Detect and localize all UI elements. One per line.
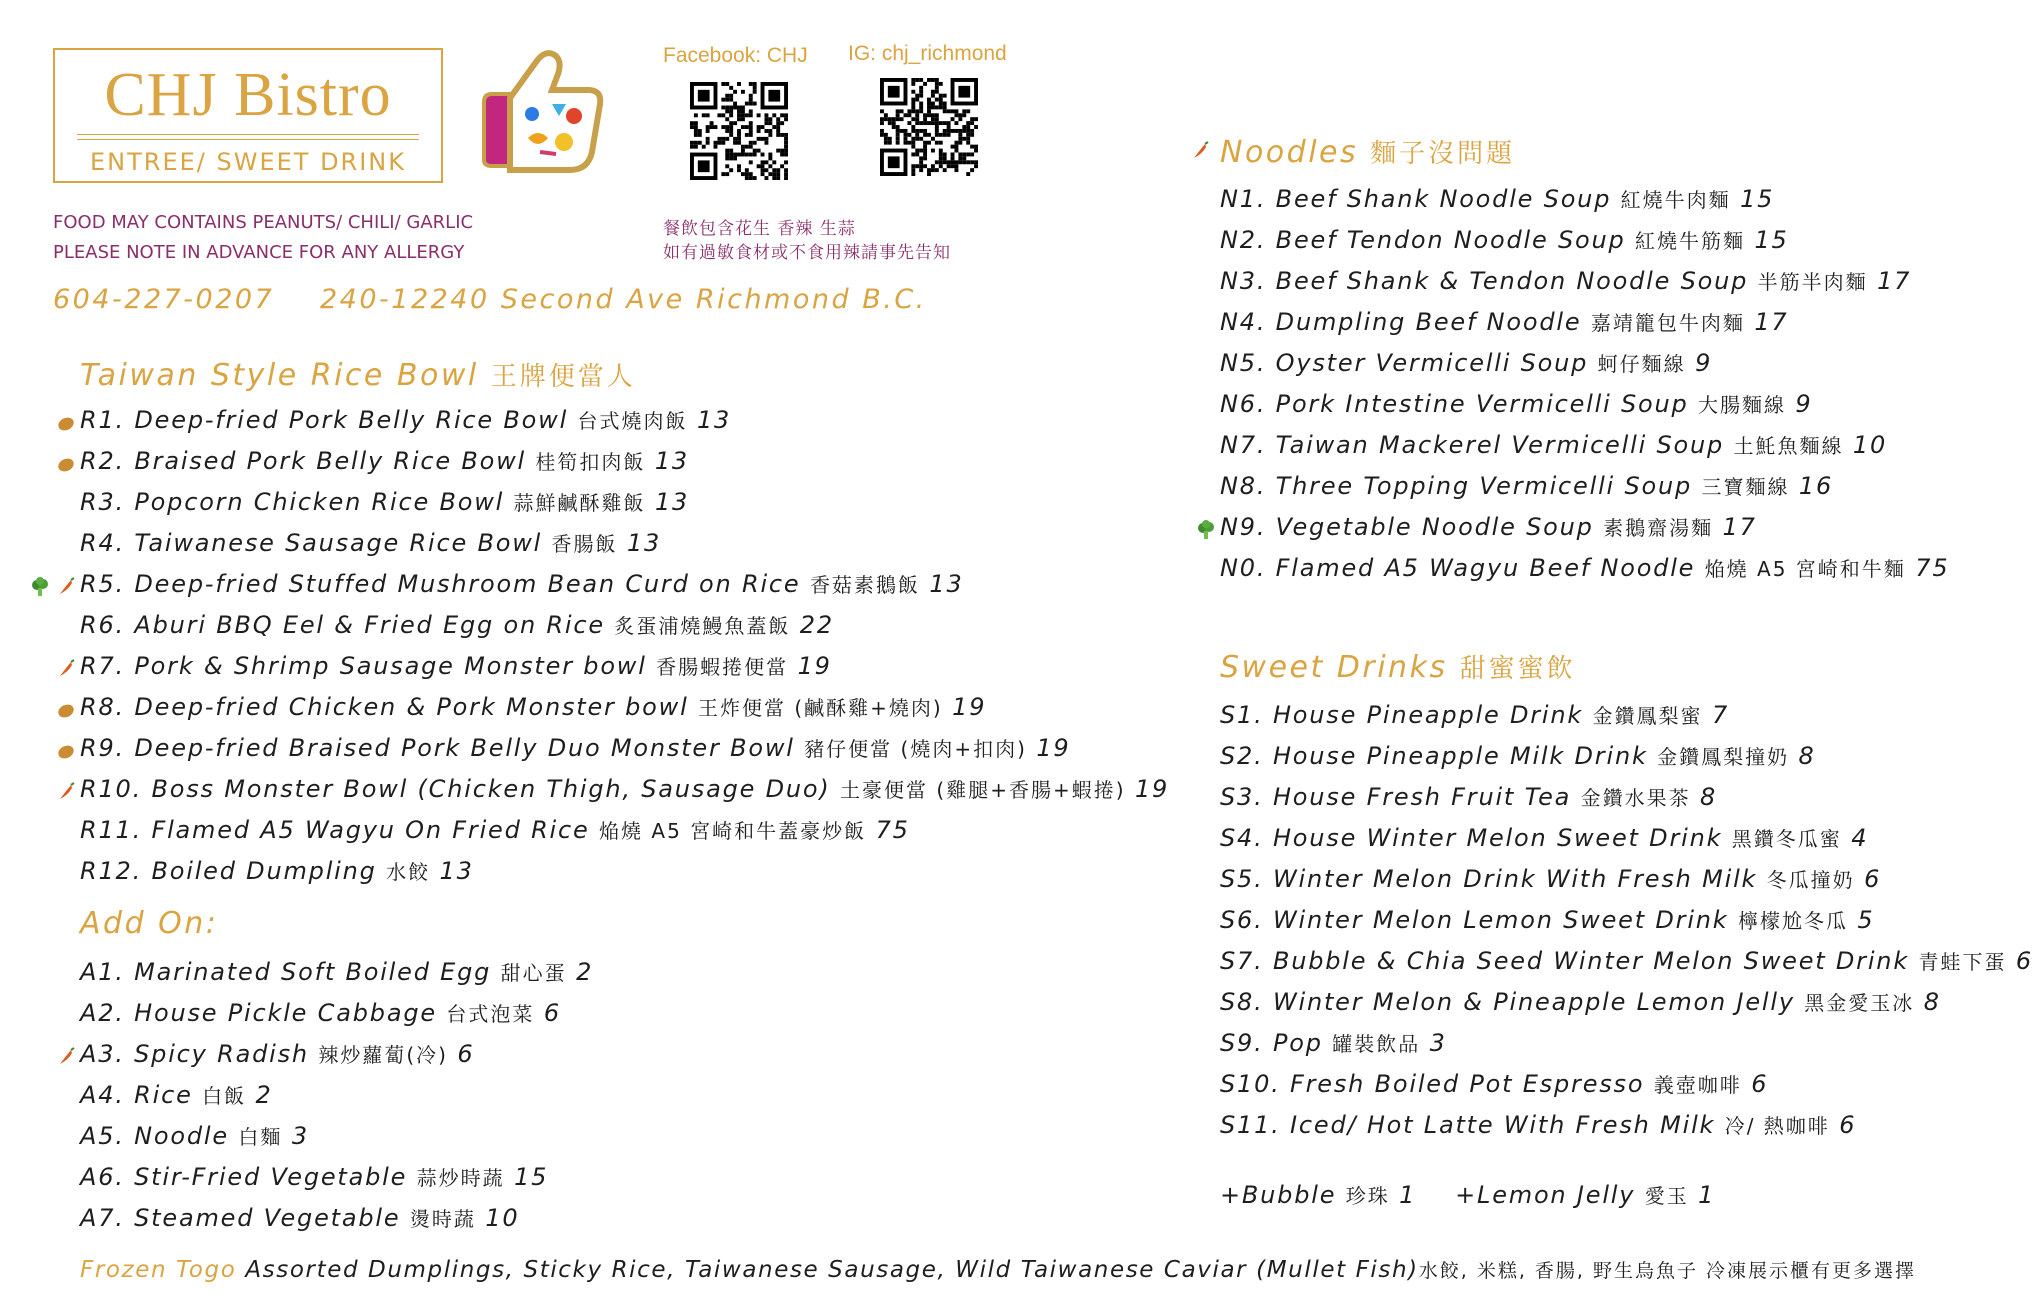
menu-item-name: R7. Pork & Shrimp Sausage Monster bowl [80, 652, 647, 680]
menu-item-price: 19 [1036, 734, 1071, 762]
menu-item-name: A6. Stir-Fried Vegetable [80, 1163, 408, 1191]
noodles-title-en: Noodles [1220, 135, 1359, 170]
menu-item [80, 733, 1071, 762]
menu-item-price: 16 [1798, 472, 1834, 500]
chili-icon [1190, 141, 1210, 161]
frozen-togo-line [80, 1256, 1916, 1283]
menu-item-name: N1. Beef Shank Noodle Soup [1220, 185, 1612, 213]
menu-item-name-zh: 土魠魚麵線 [1733, 434, 1844, 458]
menu-item [1220, 184, 1774, 213]
menu-item [80, 651, 832, 680]
menu-item-name-zh: 金鑽鳳梨撞奶 [1657, 745, 1790, 769]
menu-item-name: R9. Deep-fried Braised Pork Belly Duo Monster Bowl [80, 734, 795, 762]
menu-item-price: 9 [1695, 349, 1713, 377]
menu-item-name-zh: 台式燒肉飯 [577, 409, 688, 433]
menu-item [1220, 430, 1887, 459]
logo-title: CHJ Bistro [104, 61, 392, 129]
menu-item-name: S5. Winter Melon Drink With Fresh Milk [1220, 865, 1758, 893]
menu-item-name-zh: 金鑽鳳梨蜜 [1592, 704, 1703, 728]
menu-item-name-zh: 檸檬尬冬瓜 [1737, 909, 1848, 933]
menu-item-name-zh: 黑鑽冬瓜蜜 [1731, 827, 1842, 851]
menu-item-name-zh: 水餃 [386, 860, 431, 884]
menu-item-name: A4. Rice [80, 1081, 193, 1109]
chili-icon [56, 577, 76, 597]
menu-item [1220, 1110, 1856, 1139]
menu-item-price: 19 [1134, 775, 1170, 803]
menu-item [1220, 864, 1881, 893]
menu-item-name: S6. Winter Melon Lemon Sweet Drink [1220, 906, 1729, 934]
menu-item [1220, 782, 1717, 811]
menu-item-name-zh: 黑金愛玉冰 [1804, 991, 1915, 1015]
menu-item-name: R2. Braised Pork Belly Rice Bowl [80, 447, 526, 475]
menu-item [1220, 946, 2033, 975]
menu-item-name-zh: 蒜炒時蔬 [416, 1166, 505, 1190]
menu-item-price: 13 [654, 488, 690, 516]
menu-item-name-zh: 桂筍扣肉飯 [535, 450, 646, 474]
menu-item-price: 9 [1795, 390, 1813, 418]
menu-item-price: 3 [1429, 1029, 1447, 1057]
logo-box [53, 48, 443, 183]
menu-item-name: N9. Vegetable Noodle Soup [1220, 513, 1594, 541]
broccoli-icon [1196, 520, 1216, 540]
menu-item-price: 6 [457, 1040, 475, 1068]
menu-item [80, 1039, 474, 1068]
menu-item [1220, 512, 1757, 541]
allergy-note-en-2: PLEASE NOTE IN ADVANCE FOR ANY ALLERGY [53, 242, 465, 263]
menu-item-name: S8. Winter Melon & Pineapple Lemon Jelly [1220, 988, 1795, 1016]
menu-item-name: R6. Aburi BBQ Eel & Fried Egg on Rice [80, 611, 605, 639]
menu-item [1220, 266, 1911, 295]
menu-item-name-zh: 香腸蝦捲便當 [656, 655, 789, 679]
menu-item-price: 13 [929, 570, 964, 598]
menu-item [1220, 905, 1874, 934]
menu-item-price: 10 [485, 1204, 520, 1232]
menu-item-name: R10. Boss Monster Bowl (Chicken Thigh, Sausage Duo) [80, 775, 831, 803]
facebook-qr-code[interactable] [690, 82, 788, 180]
menu-item-price: 13 [439, 857, 474, 885]
noodles-title-zh: 麵子沒問題 [1370, 139, 1516, 169]
menu-item [80, 487, 689, 516]
menu-item [80, 569, 964, 598]
rice-bowl-title-en: Taiwan Style Rice Bowl [80, 358, 479, 393]
menu-item-name: N4. Dumpling Beef Noodle [1220, 308, 1582, 336]
menu-item [80, 998, 561, 1027]
menu-item-name: A5. Noodle [80, 1122, 229, 1150]
menu-item-name: S1. House Pineapple Drink [1220, 701, 1584, 729]
menu-item [1220, 987, 1941, 1016]
menu-item-price: 5 [1857, 906, 1875, 934]
menu-item-name-zh: 焔燒 A5 宮崎和牛麵 [1704, 557, 1906, 581]
extra-bubble-price: 1 [1399, 1181, 1417, 1209]
sweet-drinks-title-zh: 甜蜜蜜飲 [1459, 654, 1576, 684]
menu-item-price: 15 [1754, 226, 1789, 254]
address: 240-12240 Second Ave Richmond B.C. [320, 284, 927, 315]
menu-item-price: 7 [1711, 701, 1730, 729]
menu-item-name: N3. Beef Shank & Tendon Noodle Soup [1220, 267, 1749, 295]
menu-item-price: 6 [543, 999, 561, 1027]
menu-item [80, 856, 474, 885]
menu-item-price: 8 [1700, 783, 1718, 811]
logo-rule-top [77, 134, 419, 135]
menu-item-name: S4. House Winter Melon Sweet Drink [1220, 824, 1723, 852]
menu-item-name-zh: 紅燒牛肉麵 [1620, 188, 1731, 212]
menu-item [80, 774, 1169, 803]
extra-lemon-jelly-zh: 愛玉 [1644, 1184, 1689, 1208]
menu-item-price: 6 [1864, 865, 1882, 893]
menu-item-name: R1. Deep-fried Pork Belly Rice Bowl [80, 406, 569, 434]
menu-item-name: R8. Deep-fried Chicken & Pork Monster bowl [80, 693, 689, 721]
allergy-note-en-1: FOOD MAY CONTAINS PEANUTS/ CHILI/ GARLIC [53, 212, 474, 233]
menu-item [80, 1121, 309, 1150]
menu-item-price: 2 [576, 958, 594, 986]
menu-item-price: 17 [1754, 308, 1789, 336]
menu-item-name: R12. Boiled Dumpling [80, 857, 377, 885]
menu-item-name-zh: 青蛙下蛋 [1918, 950, 2007, 974]
menu-item [1220, 307, 1788, 336]
menu-item [1220, 225, 1789, 254]
menu-item [1220, 553, 1949, 582]
menu-item-name-zh: 土豪便當 (雞腿+香腸+蝦捲) [840, 778, 1126, 802]
menu-item-name: A7. Steamed Vegetable [80, 1204, 401, 1232]
menu-item-price: 10 [1852, 431, 1888, 459]
peanut-icon [56, 741, 76, 761]
menu-item [1220, 471, 1833, 500]
frozen-togo-text-zh: 水餃, 米糕, 香腸, 野生烏魚子 冷凍展示櫃有更多選擇 [1418, 1260, 1917, 1282]
menu-item-name: S7. Bubble & Chia Seed Winter Melon Sweet Drink [1220, 947, 1910, 975]
menu-item-price: 13 [654, 447, 689, 475]
menu-item-price: 15 [1740, 185, 1775, 213]
menu-item-name-zh: 台式泡菜 [446, 1002, 535, 1026]
menu-item [80, 1162, 548, 1191]
menu-item-name: S2. House Pineapple Milk Drink [1220, 742, 1648, 770]
extra-bubble-label: +Bubble [1220, 1181, 1337, 1209]
logo-subtitle: ENTREE/ SWEET DRINK [89, 148, 406, 176]
menu-item-name-zh: 冬瓜撞奶 [1766, 868, 1855, 892]
menu-item [1220, 1028, 1447, 1057]
allergy-note-zh-2: 如有過敏食材或不食用辣請事先告知 [663, 243, 951, 263]
menu-item-price: 3 [291, 1122, 309, 1150]
menu-item-price: 6 [2015, 947, 2033, 975]
menu-item-name: R3. Popcorn Chicken Rice Bowl [80, 488, 505, 516]
menu-item-name: N6. Pork Intestine Vermicelli Soup [1220, 390, 1689, 418]
chili-icon [56, 782, 76, 802]
menu-item [1220, 823, 1868, 852]
menu-item-name: S9. Pop [1220, 1029, 1323, 1057]
menu-item-price: 17 [1877, 267, 1912, 295]
menu-item [80, 692, 986, 721]
menu-item-name: N8. Three Topping Vermicelli Soup [1220, 472, 1693, 500]
peanut-icon [56, 413, 76, 433]
menu-item-name-zh: 半筋半肉麵 [1757, 270, 1868, 294]
sweet-drinks-title-en: Sweet Drinks [1220, 650, 1448, 685]
menu-item-name: S10. Fresh Boiled Pot Espresso [1220, 1070, 1645, 1098]
menu-item [80, 1080, 273, 1109]
allergy-note-zh-1: 餐飲包含花生 香辣 生蒜 [663, 219, 856, 239]
drink-extras [1220, 1180, 1715, 1209]
menu-item-name: N0. Flamed A5 Wagyu Beef Noodle [1220, 554, 1696, 582]
menu-item-price: 8 [1923, 988, 1941, 1016]
menu-item-price: 17 [1722, 513, 1757, 541]
add-on-section-title: Add On: [80, 906, 219, 941]
menu-item-price: 75 [1915, 554, 1950, 582]
menu-item-name-zh: 白麵 [238, 1125, 283, 1149]
menu-item-name-zh: 焔燒 A5 宮崎和牛蓋豪炒飯 [599, 819, 867, 843]
thumbs-up-logo-icon [470, 42, 610, 182]
menu-item [80, 446, 689, 475]
menu-item [80, 1203, 519, 1232]
menu-item-name: A2. House Pickle Cabbage [80, 999, 437, 1027]
menu-item-name: N2. Beef Tendon Noodle Soup [1220, 226, 1626, 254]
menu-item-name-zh: 白飯 [202, 1084, 247, 1108]
menu-item-name: R5. Deep-fried Stuffed Mushroom Bean Curd on Rice [80, 570, 801, 598]
menu-item-name: A1. Marinated Soft Boiled Egg [80, 958, 492, 986]
menu-item-name-zh: 王炸便當 (鹹酥雞+燒肉) [697, 696, 943, 720]
menu-item [1220, 700, 1729, 729]
menu-item [1220, 1069, 1768, 1098]
menu-item-price: 13 [626, 529, 662, 557]
menu-item-name-zh: 素鵝齋湯麵 [1603, 516, 1714, 540]
menu-item-price: 19 [952, 693, 987, 721]
menu-item-name: N5. Oyster Vermicelli Soup [1220, 349, 1589, 377]
menu-item-price: 22 [799, 611, 834, 639]
logo-rule-bottom [77, 139, 419, 140]
menu-item [1220, 741, 1816, 770]
menu-item-name: R11. Flamed A5 Wagyu On Fried Rice [80, 816, 590, 844]
menu-item-price: 8 [1798, 742, 1816, 770]
frozen-togo-text-en: Assorted Dumplings, Sticky Rice, Taiwanese Sausage, Wild Taiwanese Caviar (Mullet Fish) [245, 1257, 1419, 1283]
facebook-label: Facebook: CHJ [663, 44, 808, 67]
instagram-label: IG: chj_richmond [848, 42, 1007, 65]
sweet-drinks-section-title [1220, 648, 1576, 685]
menu-item-name-zh: 嘉靖籠包牛肉麵 [1590, 311, 1745, 335]
menu-item-name-zh: 豬仔便當 (燒肉+扣肉) [804, 737, 1027, 761]
frozen-togo-label: Frozen Togo [80, 1257, 237, 1283]
extra-bubble-zh: 珍珠 [1345, 1184, 1390, 1208]
menu-item-name-zh: 香菇素鵝飯 [809, 573, 920, 597]
menu-item-price: 2 [255, 1081, 273, 1109]
menu-item-price: 4 [1851, 824, 1869, 852]
menu-item [1220, 348, 1712, 377]
menu-item-name-zh: 辣炒蘿蔔(冷) [318, 1043, 448, 1067]
menu-item-name-zh: 燙時蔬 [409, 1207, 476, 1231]
phone-number[interactable]: 604-227-0207 [53, 284, 275, 315]
menu-item [80, 957, 593, 986]
menu-item-name-zh: 紅燒牛筋麵 [1635, 229, 1746, 253]
menu-item-name-zh: 甜心蛋 [500, 961, 567, 985]
menu-item-name: A3. Spicy Radish [80, 1040, 309, 1068]
menu-item-price: 19 [797, 652, 832, 680]
menu-item-name-zh: 金鑽水果茶 [1580, 786, 1691, 810]
menu-item-name-zh: 義壺咖啡 [1653, 1073, 1742, 1097]
menu-item [80, 610, 834, 639]
extra-lemon-jelly-price: 1 [1698, 1181, 1716, 1209]
menu-item-name: N7. Taiwan Mackerel Vermicelli Soup [1220, 431, 1725, 459]
menu-item-name-zh: 炙蛋浦燒鰻魚蓋飯 [614, 614, 791, 638]
menu-item-name-zh: 蚵仔麵線 [1597, 352, 1686, 376]
menu-item-name: R4. Taiwanese Sausage Rice Bowl [80, 529, 543, 557]
menu-item-name-zh: 蒜鮮鹹酥雞飯 [513, 491, 646, 515]
menu-item-price: 6 [1839, 1111, 1857, 1139]
menu-item-name: S3. House Fresh Fruit Tea [1220, 783, 1572, 811]
chili-icon [56, 1047, 76, 1067]
menu-item-name-zh: 冷/ 熱咖啡 [1724, 1114, 1830, 1138]
noodles-section-title [1220, 133, 1515, 170]
menu-item-price: 75 [875, 816, 910, 844]
extra-lemon-jelly-label: +Lemon Jelly [1455, 1181, 1636, 1209]
rice-bowl-section-title [80, 356, 636, 393]
rice-bowl-title-zh: 王牌便當人 [490, 362, 636, 392]
menu-item-price: 13 [696, 406, 732, 434]
peanut-icon [56, 700, 76, 720]
broccoli-icon [30, 577, 50, 597]
menu-item-name-zh: 罐裝飲品 [1332, 1032, 1421, 1056]
menu-item [80, 528, 661, 557]
menu-item [80, 815, 910, 844]
menu-item-name: S11. Iced/ Hot Latte With Fresh Milk [1220, 1111, 1716, 1139]
menu-item-name-zh: 香腸飯 [551, 532, 618, 556]
peanut-icon [56, 454, 76, 474]
menu-item-name-zh: 三寶麵線 [1701, 475, 1790, 499]
menu-item [80, 405, 731, 434]
instagram-qr-code[interactable] [880, 78, 978, 176]
menu-item [1220, 389, 1813, 418]
chili-icon [56, 659, 76, 679]
menu-item-name-zh: 大腸麵線 [1697, 393, 1786, 417]
menu-item-price: 6 [1751, 1070, 1769, 1098]
menu-item-price: 15 [514, 1163, 549, 1191]
